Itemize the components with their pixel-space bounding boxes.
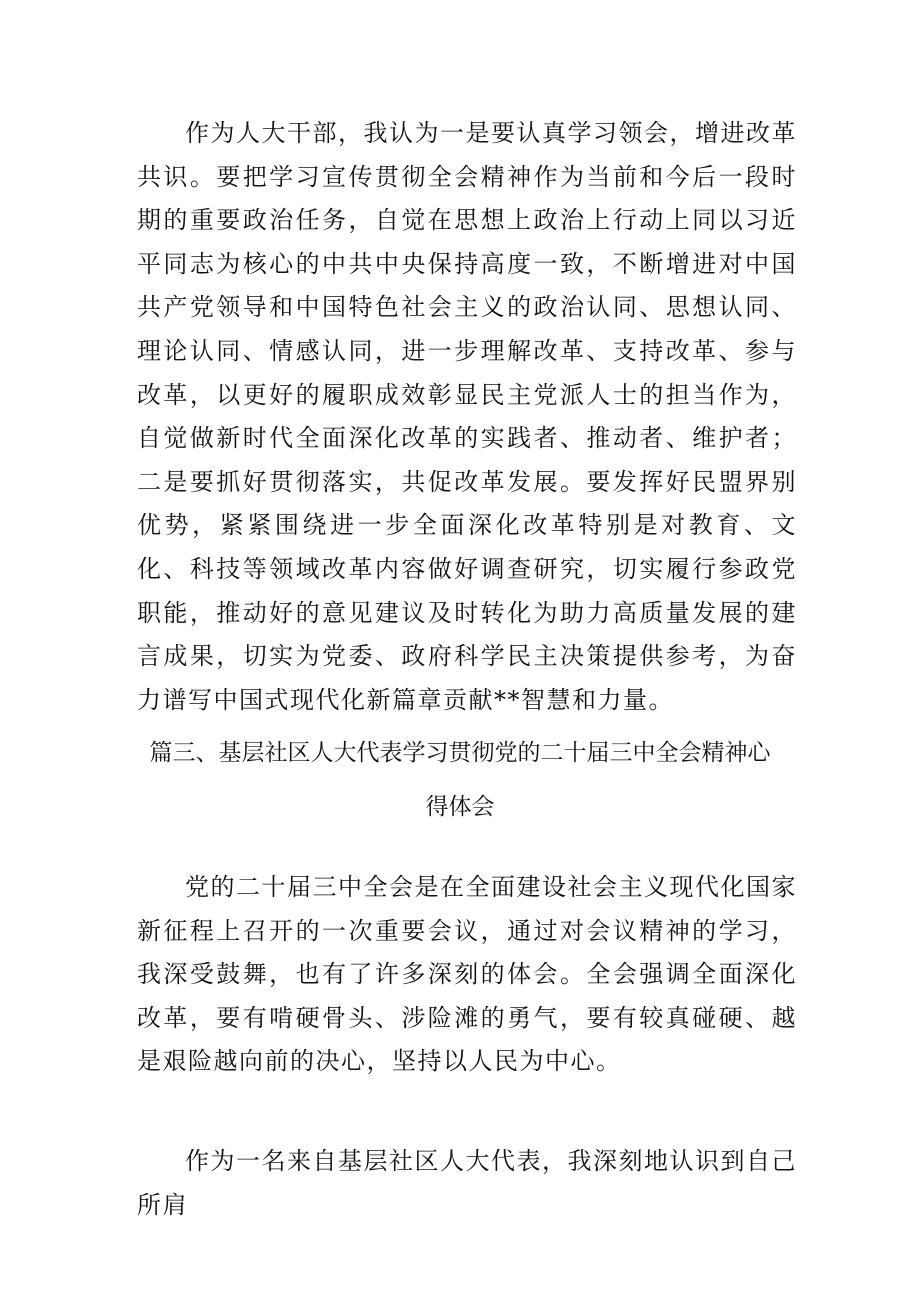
body-paragraph: 作为人大干部，我认为一是要认真学习领会，增进改革共识。要把学习宣传贯彻全会精神作为当前和今后一段时期的重要政治任务，自觉在思想上政治上行动上同以习近平同志为核心的中共中央保持高度一致，不断增进对中国共产党领导和中国特色社会主义的政治认同、思想认同、理论认同、情感认同，进一步理解改革、支持改革、参与改革，以更好的履职成效彰显民主党派人士的担当作为，自觉做新时代全面深化改革的实践者、推动者、维护者；二是要抓好贯彻落实，共促改革发展。要发挥好民盟界别优势，紧紧围绕进一步全面深化改革特别是对教育、文化、科技等领域改革内容做好调查研究，切实履行参政党职能，推动好的意见建议及时转化为助力高质量发展的建言成果，切实为党委、政府科学民主决策提供参考，为奋力谱写中国式现代化新篇章贡献**智慧和力量。 [137,119,797,714]
section-title: 篇三、基层社区人大代表学习贯彻党的二十届三中全会精神心得体会 [149,740,771,820]
body-paragraph: 作为一名来自基层社区人大代表，我深刻地认识到自己所肩 [137,1147,797,1219]
body-paragraph: 党的二十届三中全会是在全面建设社会主义现代化国家新征程上召开的一次重要会议，通过对会议精神的学习，我深受鼓舞，也有了许多深刻的体会。全会强调全面深化改革，要有啃硬骨头、涉险滩的勇气，要有较真碰硬、越是艰险越向前的决心，坚持以人民为中心。 [137,873,797,1076]
